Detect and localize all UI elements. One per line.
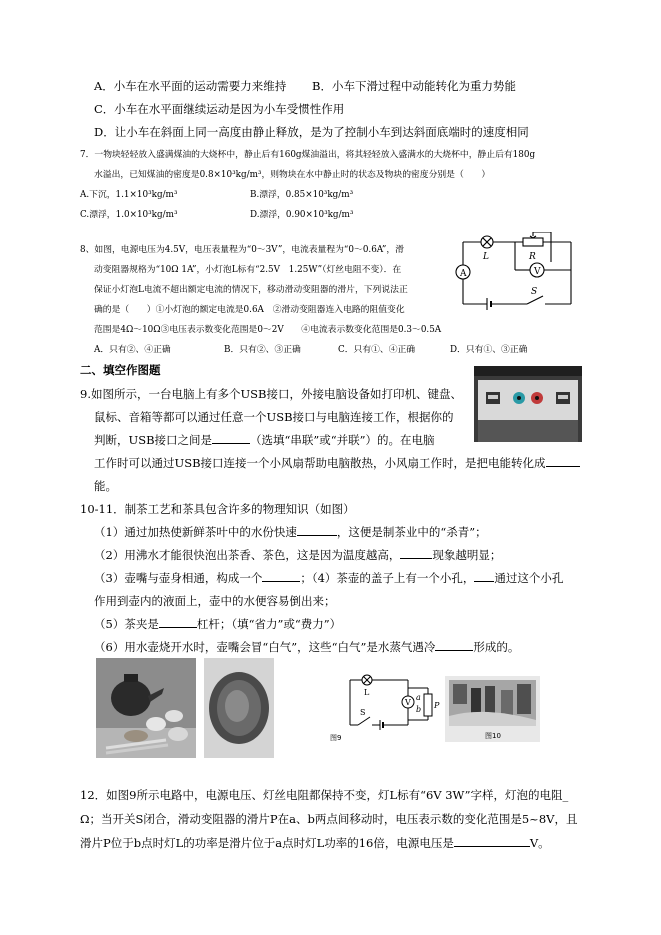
fig9-lamp-label: L xyxy=(364,688,370,697)
q10-s1: （1）通过加热使新鲜茶叶中的水份快速 ，这便是制茶业中的“杀青”； xyxy=(94,525,487,539)
q10-intro: 10-11．制茶工艺和茶具包含许多的物理知识（如图） xyxy=(80,502,355,516)
q10-s5: （5）茶夹是 杠杆；（填“省力”或“费力”） xyxy=(94,617,342,631)
q9-line3: 判断，USB接口之间是 （选填“串联”或“并联”）的。在电脑 xyxy=(94,433,435,447)
q7-line1: 7．一物块轻轻放入盛满煤油的大烧杯中，静止后有160g煤油溢出，将其轻轻放入盛满水的大烧杯中，静止后有180g xyxy=(80,150,536,160)
q7-option-d: D.漂浮，0.90×10³kg/m³ xyxy=(250,210,354,220)
q8-line3: 保证小灯泡L电流不超出额定电流的情况下，移动滑动变阻器的滑片，下列说法正 xyxy=(94,285,408,295)
q9-line2: 鼠标、音箱等都可以通过任意一个USB接口与电脑连接工作，根据你的 xyxy=(94,410,454,424)
q10-s6: （6）用水壶烧开水时，壶嘴会冒“白气”，这些“白气”是水蒸气遇冷 形成的。 xyxy=(94,640,520,654)
q8-option-a: A．只有②、④正确 xyxy=(94,345,171,355)
fig9-b-label: b xyxy=(416,705,422,714)
q10-blank-2[interactable] xyxy=(400,547,432,559)
q9-line5: 能。 xyxy=(94,479,117,493)
q9-blank-2[interactable] xyxy=(546,455,580,467)
q10-blank-4[interactable] xyxy=(474,570,494,582)
q6-option-d: D．让小车在斜面上同一高度由静止释放，是为了控制小车到达斜面底端时的速度相同 xyxy=(94,125,529,139)
q8-line2: 动变阻器规格为“10Ω 1A”，小灯泡L标有“2.5V 1.25W”（灯丝电阻不变）．在 xyxy=(94,265,402,275)
q7-line2: 水溢出，已知煤油的密度是0.8×10³kg/m³，则物块在水中静止时的状态及物块的密度分别是（ ） xyxy=(94,170,491,180)
fig9-a-label: a xyxy=(416,693,421,702)
q9-line1: 9.如图所示，一台电脑上有多个USB接口，外接电脑设备如打印机、键盘、 xyxy=(80,387,462,401)
q10-s3: （3）壶嘴与壶身相通，构成一个 ；（4）茶壶的盖子上有一个小孔， 通过这个小孔 xyxy=(94,571,564,585)
q10-s3-cont: 作用到壶内的液面上，壶中的水便容易倒出来； xyxy=(94,594,336,608)
q12-line1: 12．如图9所示电路中，电源电压、灯丝电阻都保持不变，灯L标有“6V 3W”字样，灯泡的电阻_ xyxy=(80,788,569,802)
q7-option-a: A.下沉，1.1×10³kg/m³ xyxy=(80,190,178,200)
q6-option-b: B．小车下滑过程中动能转化为重力势能 xyxy=(312,79,516,93)
q9-line4: 工作时可以通过USB接口连接一个小风扇帮助电脑散热，小风扇工作时，是把电能转化成 xyxy=(94,455,580,471)
q8-circuit-diagram xyxy=(455,232,580,314)
fig9-voltmeter-label: V xyxy=(405,698,411,707)
fig9-caption: 图9 xyxy=(330,734,342,742)
q6-option-c: C．小车在水平面继续运动是因为小车受惯性作用 xyxy=(94,102,345,116)
q12-line2: Ω；当开关S闭合，滑动变阻器的滑片P在a、b两点间移动时，电压表示数的变化范围是5~8V，且 xyxy=(80,812,578,826)
q8-line1: 8、如图，电源电压为4.5V，电压表量程为“0～3V”，电流表量程为“0～0.6A”，滑 xyxy=(80,245,404,255)
voltmeter-label: V xyxy=(534,267,541,277)
q6-option-a: A．小车在水平面的运动需要力来维持 xyxy=(94,79,287,93)
q8-line4: 确的是（ ）①小灯泡的额定电流是0.6A ②滑动变阻器连入电路的阻值变化 xyxy=(94,305,405,315)
usb-ports-photo xyxy=(474,366,582,442)
q10-s2: （2）用沸水才能很快泡出茶香、茶色，这是因为温度越高， 现象越明显； xyxy=(94,548,502,562)
q8-option-c: C．只有①、④正确 xyxy=(338,345,416,355)
fig9-p-label: P xyxy=(434,701,440,710)
q8-option-d: D．只有①、③正确 xyxy=(450,345,528,355)
q12-line3: 滑片P位于b点时灯L的功率是滑片位于a点时灯L功率的16倍，电源电压是 V。 xyxy=(80,836,550,850)
rheostat-symbol xyxy=(523,238,543,246)
fig9-circuit-diagram xyxy=(328,670,443,742)
q10-blank-6[interactable] xyxy=(435,639,473,651)
q8-option-b: B．只有②、③正确 xyxy=(224,345,301,355)
q10-blank-5[interactable] xyxy=(159,616,197,628)
lamp-label: L xyxy=(483,252,489,262)
switch-label: S xyxy=(531,287,538,297)
q10-blank-3[interactable] xyxy=(262,570,300,582)
fig10-photo xyxy=(445,676,540,742)
q9-blank-1[interactable] xyxy=(212,432,250,444)
tea-tray-photo xyxy=(204,658,274,758)
resistor-label: R xyxy=(529,252,536,262)
q7-option-c: C.漂浮，1.0×10³kg/m³ xyxy=(80,210,178,220)
q12-blank-voltage[interactable] xyxy=(454,835,530,847)
section-title: 二、填空作图题 xyxy=(80,363,161,377)
fig9-switch-label: S xyxy=(360,708,366,717)
fig10-caption: 图10 xyxy=(485,732,501,740)
ammeter-label: A xyxy=(460,269,467,279)
tea-set-photo xyxy=(96,658,196,758)
q10-blank-1[interactable] xyxy=(297,524,337,536)
q8-line5: 范围是4Ω～10Ω③电压表示数变化范围是0～2V ④电流表示数变化范围是0.3～0.5A xyxy=(94,325,442,335)
q7-option-b: B.漂浮，0.85×10³kg/m³ xyxy=(250,190,354,200)
